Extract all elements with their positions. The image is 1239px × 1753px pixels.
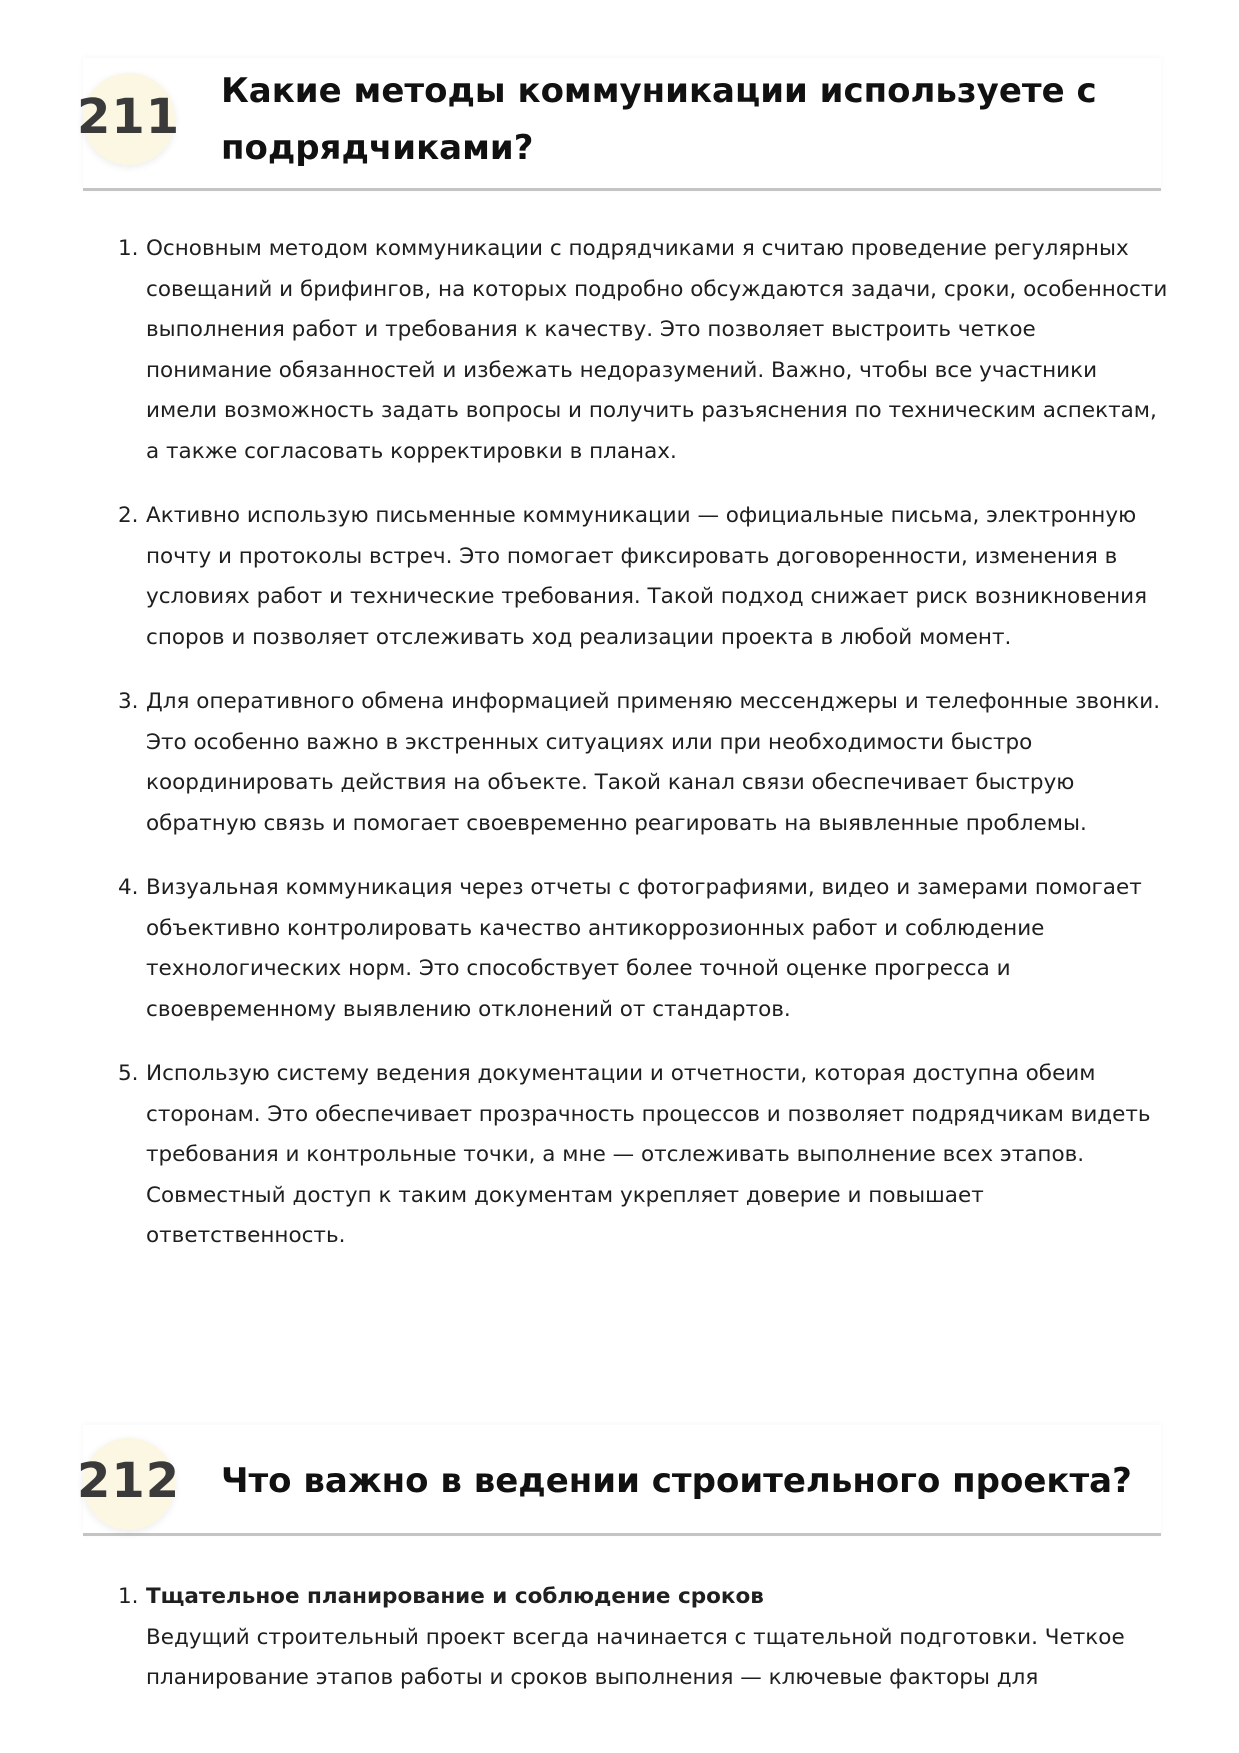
list-item <box>83 496 1168 658</box>
answer-list <box>83 1577 1168 1723</box>
list-item <box>83 1577 1168 1699</box>
list-item-text: Ведущий строительный проект всегда начинается с тщательной подготовки. Четкое планирование этапов работы и сроков выполнения — ключевые факторы для <box>146 1624 1125 1690</box>
question-number: 211 <box>77 89 181 145</box>
question-header <box>77 58 1161 191</box>
list-item-text: Основным методом коммуникации с подрядчиками я считаю проведение регулярных совещаний и брифингов, на которых подробно обсуждаются задачи, сроки, особенности выполнения работ и требования к качеству. Это позволяет выстроить четкое понимание обязанностей и избежать недоразумений. Важно, чтобы все участники имели возможность задать вопросы и получить разъяснения по техническим аспектам, а также согласовать корректировки в планах. <box>146 236 1168 464</box>
list-item-text: Активно использую письменные коммуникации — официальные письма, электронную почту и протоколы встреч. Это помогает фиксировать договоренности, изменения в условиях работ и технические требования. Такой подход снижает риск возникновения споров и позволяет отслеживать ход реализации проекта в любой момент. <box>146 503 1148 650</box>
list-item-number: 3. <box>118 689 139 714</box>
question-number: 212 <box>77 1453 181 1509</box>
question-header <box>77 1425 1161 1536</box>
question-title: Что важно в ведении строительного проекта? <box>221 1461 1132 1501</box>
list-item-number: 1. <box>118 1584 139 1609</box>
list-item-title: Тщательное планирование и соблюдение сроков <box>146 1584 764 1609</box>
list-item-number: 1. <box>118 236 139 261</box>
list-item <box>83 229 1168 472</box>
question-title: Какие методы коммуникации используете с подрядчиками? <box>221 71 1097 168</box>
answer-list <box>83 229 1168 1281</box>
list-item <box>83 682 1168 844</box>
list-item-number: 4. <box>118 875 139 900</box>
list-item <box>83 1054 1168 1257</box>
list-item <box>83 868 1168 1030</box>
list-item-number: 2. <box>118 503 139 528</box>
list-item-text: Использую систему ведения документации и отчетности, которая доступна обеим сторонам. Это обеспечивает прозрачность процессов и позволяет подрядчикам видеть требования и контрольные точки, а мне — отслеживать выполнение всех этапов. Совместный доступ к таким документам укрепляет доверие и повышает ответственность. <box>146 1061 1151 1248</box>
list-item-number: 5. <box>118 1061 139 1086</box>
list-item-text: Визуальная коммуникация через отчеты с фотографиями, видео и замерами помогает объективно контролировать качество антикоррозионных работ и соблюдение технологических норм. Это способствует более точной оценке прогресса и своевременному выявлению отклонений от стандартов. <box>146 875 1142 1022</box>
list-item-text: Для оперативного обмена информацией применяю мессенджеры и телефонные звонки. Это особенно важно в экстренных ситуациях или при необходимости быстро координировать действия на объекте. Такой канал связи обеспечивает быструю обратную связь и помогает своевременно реагировать на выявленные проблемы. <box>146 689 1161 836</box>
